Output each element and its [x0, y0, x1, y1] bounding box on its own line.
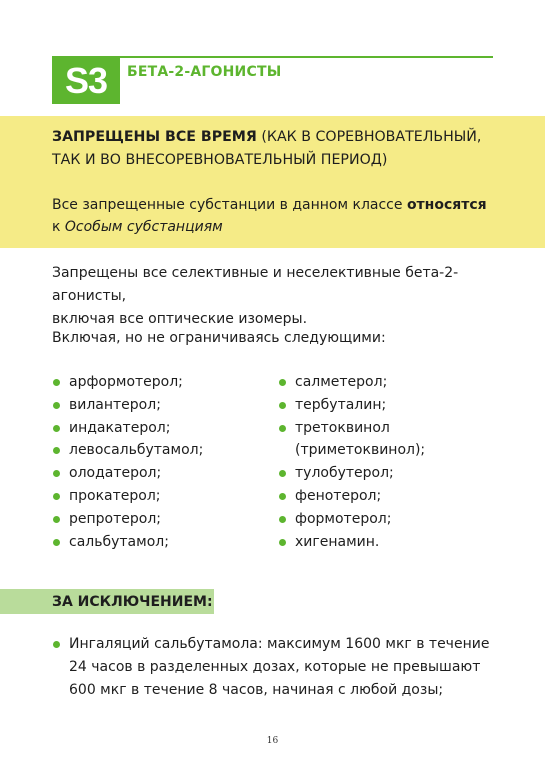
exception-note — [52, 633, 502, 702]
list-item: репротерол; — [52, 508, 203, 531]
substance-list-right — [278, 371, 425, 553]
list-intro: Включая, но не ограничиваясь следующими: — [52, 330, 386, 346]
category-italic: Особым субстанциям — [64, 219, 223, 235]
bullet-icon — [53, 425, 60, 432]
bullet-icon — [53, 470, 60, 477]
list-item: индакатерол; — [52, 417, 203, 440]
list-item: формотерол; — [278, 508, 425, 531]
prohibited-statement — [52, 126, 512, 172]
bullet-icon — [53, 516, 60, 523]
substance-list-left — [52, 371, 203, 553]
bullet-icon — [53, 447, 60, 454]
list-item: прокатерол; — [52, 485, 203, 508]
bullet-icon — [279, 470, 286, 477]
list-item: арформотерол; — [52, 371, 203, 394]
bullet-icon — [53, 539, 60, 546]
bullet-icon — [279, 539, 286, 546]
bullet-icon — [279, 493, 286, 500]
intro-line2: включая все оптические изомеры. — [52, 311, 308, 327]
bullet-icon — [279, 425, 286, 432]
bullet-icon — [53, 379, 60, 386]
list-item: левосальбутамол; — [52, 439, 203, 462]
intro-paragraph — [52, 262, 512, 331]
bullet-icon — [279, 379, 286, 386]
list-item: тулобутерол; — [278, 462, 425, 485]
page-number: 16 — [266, 736, 279, 746]
list-item: салметерол; — [278, 371, 425, 394]
list-item: хигенамин. — [278, 531, 425, 554]
section-title: БЕТА-2-АГОНИСТЫ — [127, 64, 282, 80]
bullet-icon — [53, 641, 60, 648]
list-item: вилантерол; — [52, 394, 203, 417]
category-text2: к — [52, 219, 65, 235]
section-code-badge: S3 — [52, 58, 120, 104]
exception-line1: Ингаляций сальбутамола: максимум 1600 мкг в течение — [69, 636, 490, 652]
list-item: олодатерол; — [52, 462, 203, 485]
category-text1: Все запрещенные субстанции в данном классе — [52, 197, 407, 213]
list-item: сальбутамол; — [52, 531, 203, 554]
prohibited-line2: ТАК И ВО ВНЕСОРЕВНОВАТЕЛЬНЫЙ ПЕРИОД) — [52, 152, 388, 168]
bullet-icon — [279, 402, 286, 409]
list-item: тербуталин; — [278, 394, 425, 417]
prohibited-rest: (КАК В СОРЕВНОВАТЕЛЬНЫЙ, — [256, 129, 482, 145]
exception-line2: 24 часов в разделенных дозах, которые не превышают — [69, 659, 481, 675]
category-statement — [52, 194, 512, 238]
exception-line3: 600 мкг в течение 8 часов, начиная с любой дозы; — [69, 682, 444, 698]
exception-label: ЗА ИСКЛЮЧЕНИЕМ: — [52, 594, 213, 610]
bullet-icon — [53, 493, 60, 500]
intro-line1: Запрещены все селективные и неселективные бета-2-агонисты, — [52, 265, 459, 304]
list-item: фенотерол; — [278, 485, 425, 508]
category-bold: относятся — [406, 197, 487, 213]
bullet-icon — [53, 402, 60, 409]
list-item: третоквинол (триметоквинол); — [278, 417, 425, 463]
bullet-icon — [279, 516, 286, 523]
prohibited-bold: ЗАПРЕЩЕНЫ ВСЕ ВРЕМЯ — [52, 129, 257, 145]
